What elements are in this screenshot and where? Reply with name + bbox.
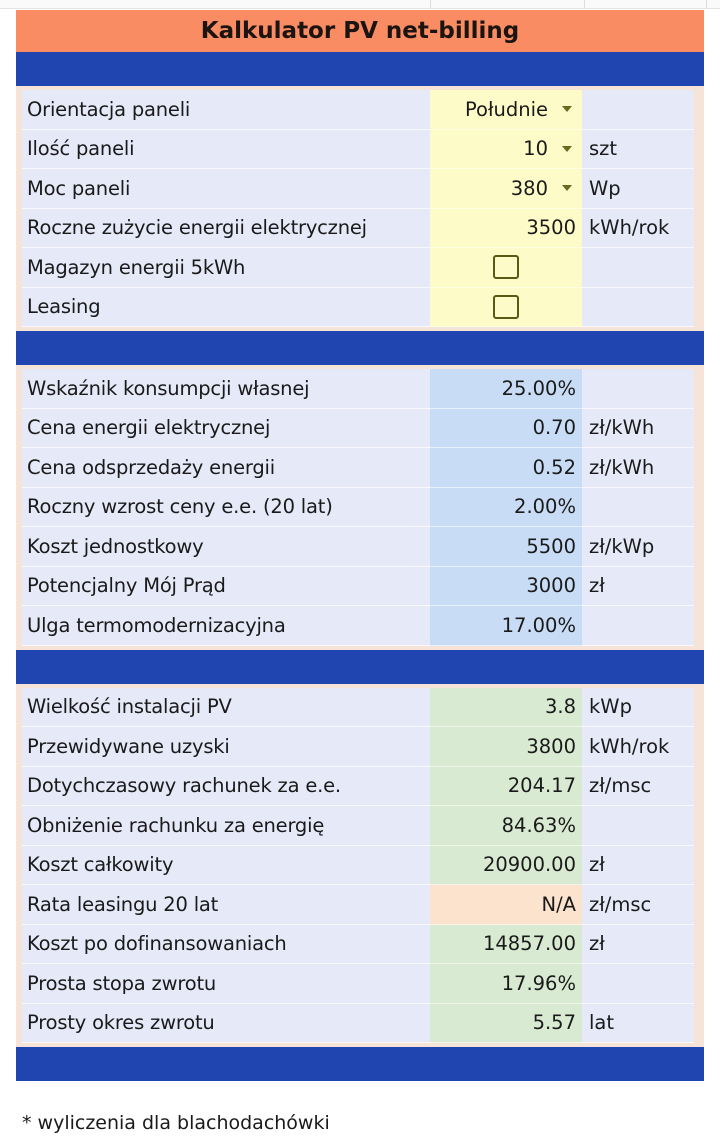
result-row (22, 1004, 694, 1044)
row-label: Prosta stopa zwrotu (22, 964, 430, 1004)
cost-after-subsidies-value: 14857.00 (430, 925, 582, 965)
dropdown-value: 10 (523, 137, 548, 161)
input-row-leasing (22, 288, 694, 328)
row-label: Koszt po dofinansowaniach (22, 925, 430, 965)
row-unit: Wp (582, 169, 694, 209)
thermo-relief-cell[interactable]: 17.00% (430, 606, 582, 646)
moj-prad-subsidy-cell[interactable]: 3000 (430, 567, 582, 607)
section-separator-bar (16, 52, 704, 86)
row-unit: kWh/rok (582, 727, 694, 767)
row-label: Ilość paneli (22, 130, 430, 170)
inputs-section (16, 86, 704, 331)
result-row (22, 767, 694, 807)
row-unit (582, 248, 694, 288)
row-unit (582, 606, 694, 646)
result-row (22, 727, 694, 767)
annual-consumption-input[interactable]: 3500 (430, 209, 582, 249)
row-unit: zł/msc (582, 767, 694, 807)
row-unit: zł (582, 925, 694, 965)
installation-size-value: 3.8 (430, 688, 582, 728)
param-row (22, 527, 694, 567)
param-row (22, 448, 694, 488)
section-separator-bar (16, 331, 704, 365)
section-separator-bar (16, 650, 704, 684)
row-unit (582, 964, 694, 1004)
panel-count-dropdown[interactable] (430, 130, 582, 170)
energy-storage-checkbox[interactable] (493, 255, 519, 279)
row-label: Wielkość instalacji PV (22, 688, 430, 728)
row-label: Rata leasingu 20 lat (22, 885, 430, 925)
grid-line (430, 0, 431, 8)
leasing-installment-value: N/A (430, 885, 582, 925)
result-row (22, 846, 694, 886)
dropdown-triangle-icon[interactable] (562, 146, 572, 152)
leasing-checkbox[interactable] (493, 295, 519, 319)
grid-line (706, 0, 707, 8)
spreadsheet-grid-top (0, 0, 720, 9)
simple-payback-period-value: 5.57 (430, 1004, 582, 1044)
orientation-dropdown[interactable] (430, 90, 582, 130)
input-row-annual-consumption (22, 209, 694, 249)
dropdown-triangle-icon[interactable] (562, 106, 572, 112)
row-label: Potencjalny Mój Prąd (22, 567, 430, 607)
current-bill-value: 204.17 (430, 767, 582, 807)
param-row (22, 409, 694, 449)
row-unit: szt (582, 130, 694, 170)
row-unit: kWh/rok (582, 209, 694, 249)
row-label: Roczne zużycie energii elektrycznej (22, 209, 430, 249)
row-unit (582, 90, 694, 130)
row-label: Cena energii elektrycznej (22, 409, 430, 449)
row-label: Roczny wzrost ceny e.e. (20 lat) (22, 488, 430, 528)
dropdown-value: 380 (510, 176, 548, 200)
resale-price-cell[interactable]: 0.52 (430, 448, 582, 488)
footnote: * wyliczenia dla blachodachówki (22, 1112, 330, 1134)
dropdown-value: Południe (464, 97, 548, 121)
row-unit: zł/kWp (582, 527, 694, 567)
input-row-panel-count (22, 130, 694, 170)
unit-cost-cell[interactable]: 5500 (430, 527, 582, 567)
parameters-section (16, 365, 704, 650)
page-title: Kalkulator PV net-billing (16, 10, 704, 52)
annual-price-growth-cell[interactable]: 2.00% (430, 488, 582, 528)
param-row (22, 369, 694, 409)
row-label: Przewidywane uzyski (22, 727, 430, 767)
self-consumption-rate-cell[interactable]: 25.00% (430, 369, 582, 409)
energy-price-cell[interactable]: 0.70 (430, 409, 582, 449)
row-unit: zł/kWh (582, 448, 694, 488)
dropdown-triangle-icon[interactable] (562, 185, 572, 191)
result-row (22, 688, 694, 728)
row-label: Obniżenie rachunku za energię (22, 806, 430, 846)
input-row-panel-power (22, 169, 694, 209)
result-row (22, 806, 694, 846)
panel-power-dropdown[interactable] (430, 169, 582, 209)
row-unit (582, 369, 694, 409)
row-label: Koszt jednostkowy (22, 527, 430, 567)
input-row-energy-storage (22, 248, 694, 288)
simple-return-rate-value: 17.96% (430, 964, 582, 1004)
row-label: Magazyn energii 5kWh (22, 248, 430, 288)
row-unit: zł/kWh (582, 409, 694, 449)
expected-yield-value: 3800 (430, 727, 582, 767)
param-row (22, 488, 694, 528)
row-label: Orientacja paneli (22, 90, 430, 130)
row-unit (582, 488, 694, 528)
results-section (16, 684, 704, 1048)
row-label: Dotychczasowy rachunek za e.e. (22, 767, 430, 807)
section-separator-bar (16, 1047, 704, 1081)
row-label: Ulga termomodernizacyjna (22, 606, 430, 646)
row-label: Wskaźnik konsumpcji własnej (22, 369, 430, 409)
param-row (22, 567, 694, 607)
row-unit: kWp (582, 688, 694, 728)
leasing-cell (430, 288, 582, 328)
result-row (22, 964, 694, 1004)
input-row-orientation (22, 90, 694, 130)
result-row (22, 925, 694, 965)
pv-calculator-sheet (16, 10, 704, 1081)
result-row (22, 885, 694, 925)
row-unit: zł (582, 567, 694, 607)
row-unit (582, 288, 694, 328)
row-label: Koszt całkowity (22, 846, 430, 886)
row-label: Prosty okres zwrotu (22, 1004, 430, 1044)
grid-line (584, 0, 585, 8)
row-unit: lat (582, 1004, 694, 1044)
total-cost-value: 20900.00 (430, 846, 582, 886)
row-unit (582, 806, 694, 846)
bill-reduction-value: 84.63% (430, 806, 582, 846)
row-label: Leasing (22, 288, 430, 328)
row-label: Moc paneli (22, 169, 430, 209)
row-label: Cena odsprzedaży energii (22, 448, 430, 488)
row-unit: zł (582, 846, 694, 886)
energy-storage-cell (430, 248, 582, 288)
row-unit: zł/msc (582, 885, 694, 925)
param-row (22, 606, 694, 646)
